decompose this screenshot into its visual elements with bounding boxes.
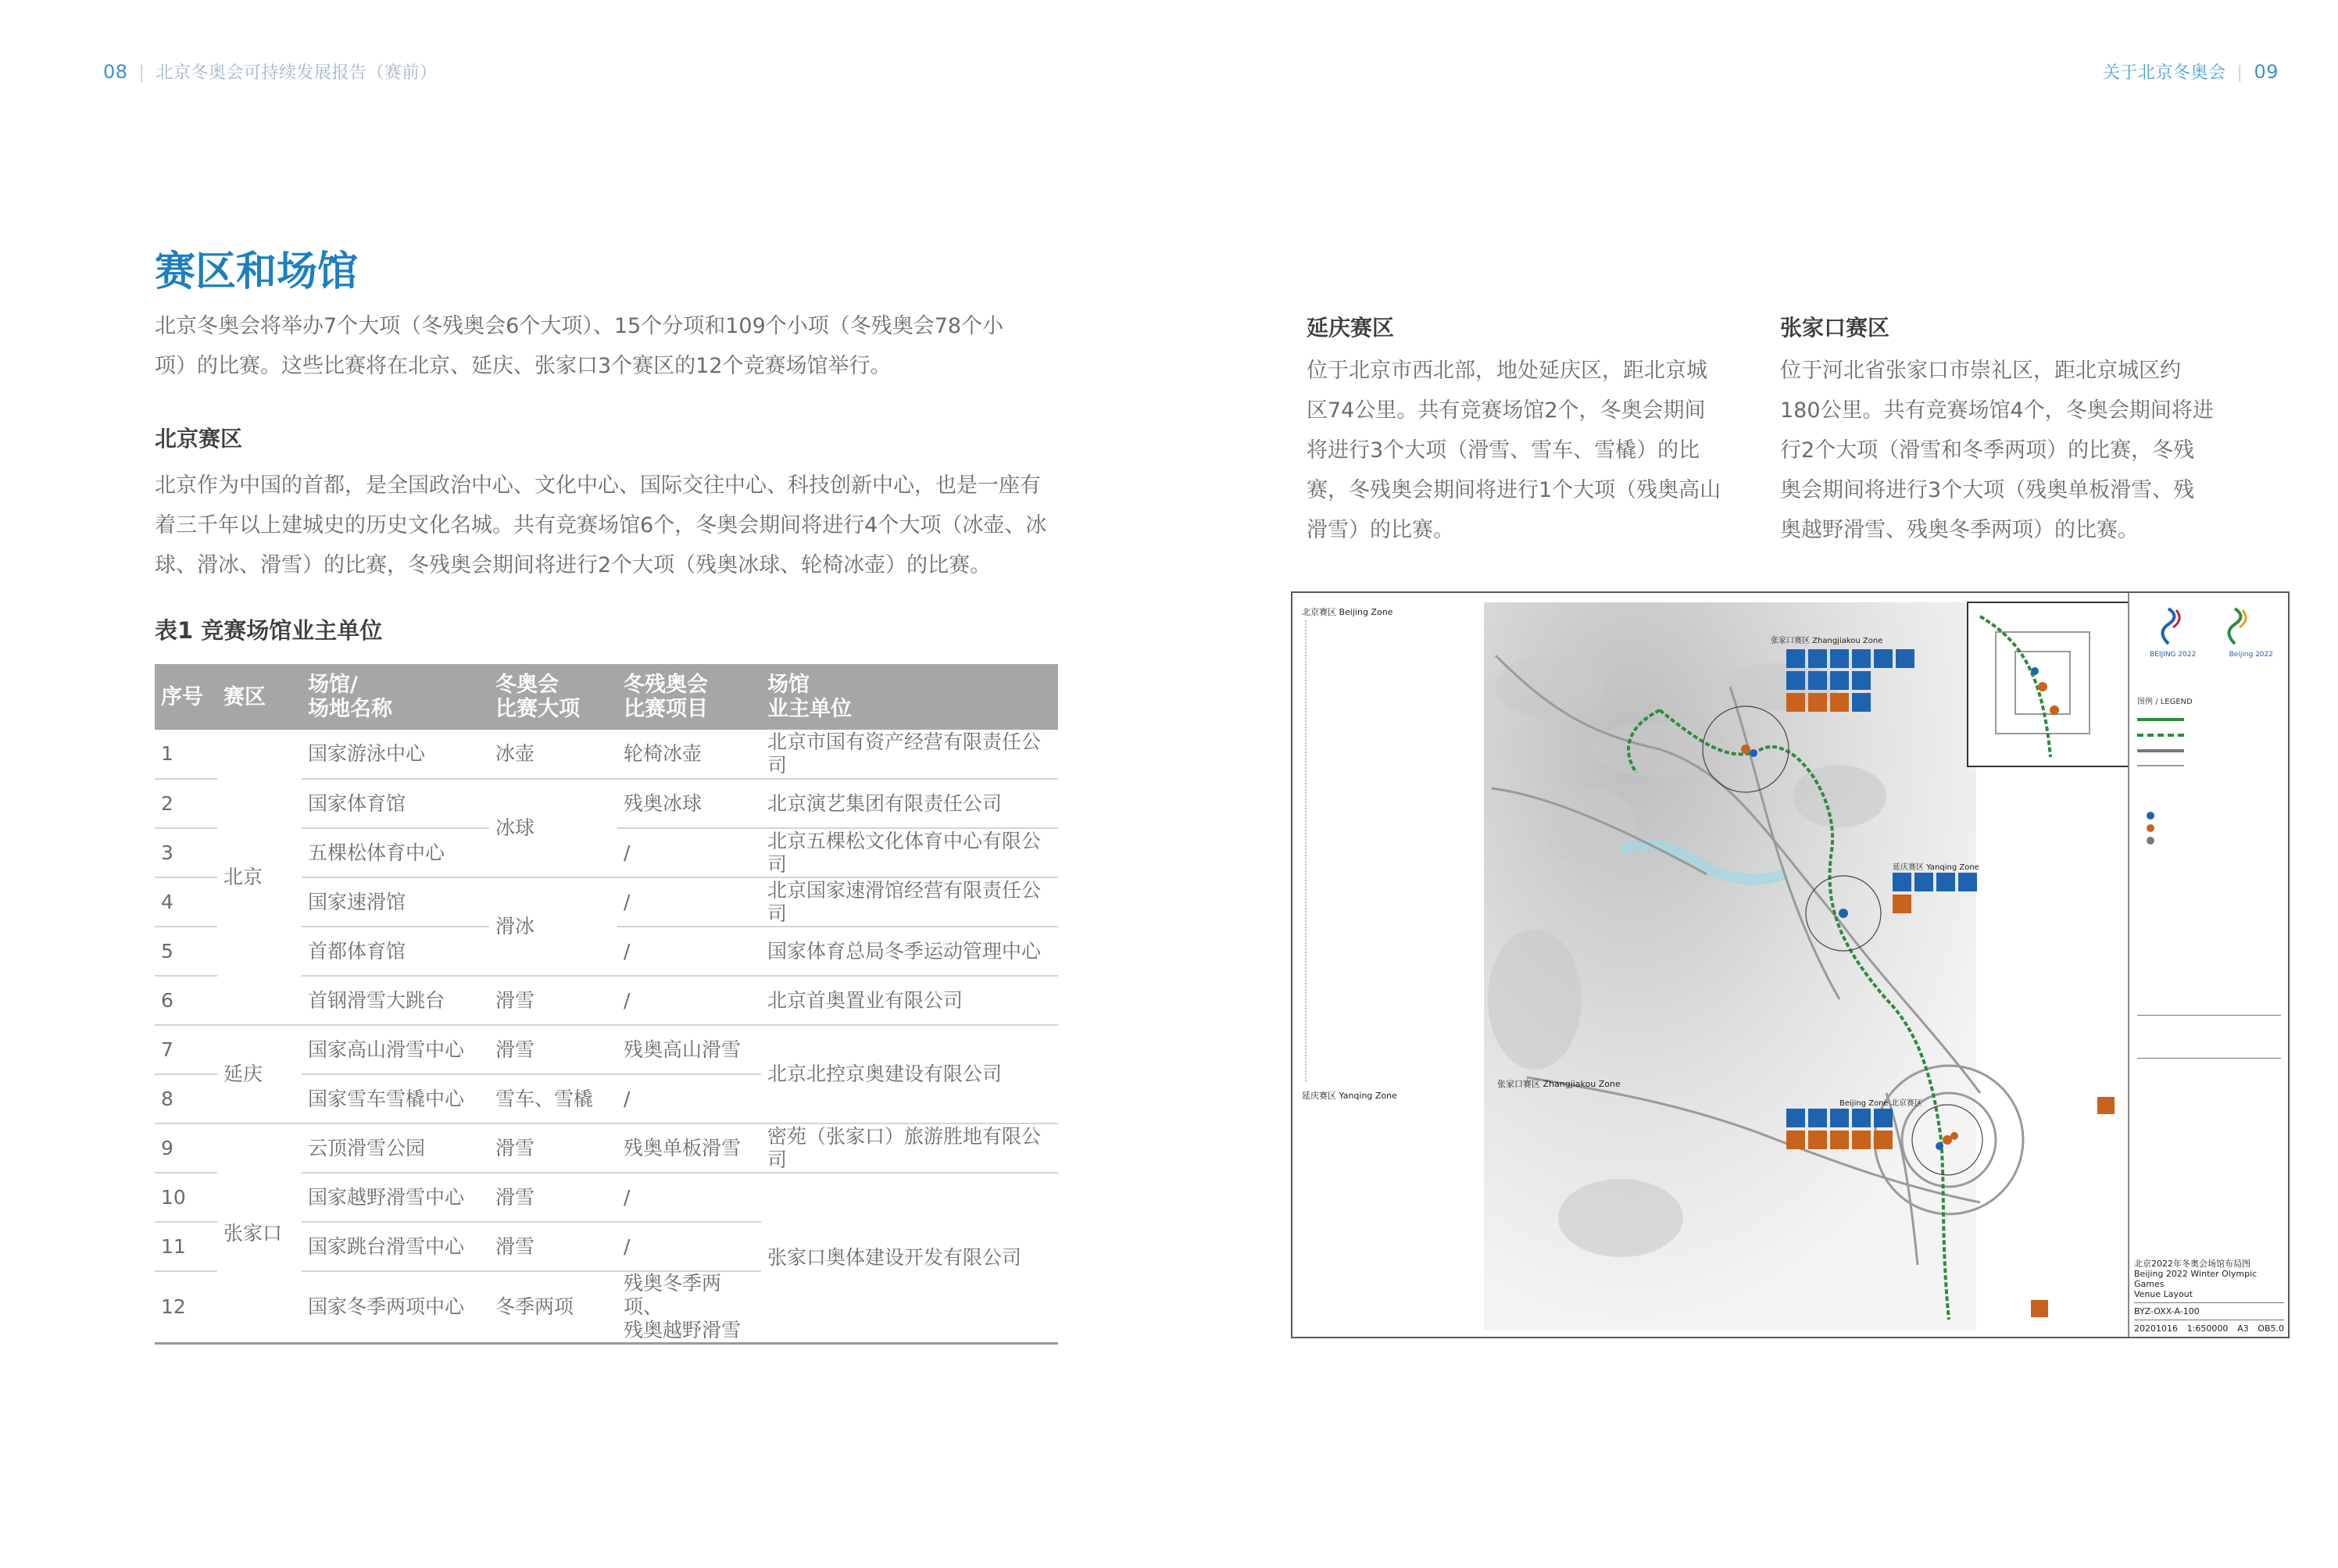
cell-owner: 北京市国有资产经营有限责任公司: [767, 730, 1042, 777]
right-running-title: 关于北京冬奥会: [2103, 63, 2226, 83]
cell-olympic: 滑雪: [495, 1136, 535, 1159]
cell-no: 3: [161, 841, 173, 864]
zhangjiakou-zone-heading: 张家口赛区: [1780, 315, 1890, 341]
cell-para-l1: 残奥冬季两项、: [624, 1272, 722, 1318]
cell-venue: 国家体育馆: [308, 791, 406, 815]
cell-venue: 五棵松体育中心: [308, 841, 445, 864]
cell-owner: 国家体育总局冬季运动管理中心: [767, 939, 1042, 963]
legend-olympic-venue-dot: [2147, 812, 2154, 820]
revision-table: [2137, 1015, 2281, 1059]
cell-olympic: 冬季两项: [495, 1295, 574, 1318]
left-page-number: 08: [103, 61, 128, 83]
zhangjiakou-line: 奥越野滑雪、残奥冬季两项）的比赛。: [1780, 518, 2139, 542]
cell-no: 12: [161, 1295, 186, 1318]
cell-venue: 首钢滑雪大跳台: [308, 988, 445, 1012]
cell-olympic: 滑雪: [495, 1185, 535, 1209]
col-header-venue: [302, 664, 489, 730]
legend-beijing-items: [1305, 620, 1489, 1081]
cell-para: /: [624, 1185, 631, 1209]
inset-map: [1968, 602, 2129, 766]
legend-rail-line: [2137, 718, 2184, 721]
cell-owner: 北京北控京奥建设有限公司: [767, 1063, 1003, 1085]
legend-road-minor: [2137, 765, 2184, 766]
left-page-header: [103, 59, 437, 84]
cell-no: 1: [161, 742, 173, 765]
beijing-zone-heading: 北京赛区: [155, 426, 243, 452]
col-header-olympic: [489, 664, 617, 730]
map-title-cn: 北京2022年冬奥会场馆布局图: [2134, 1259, 2250, 1269]
yanqing-line: 位于北京市西北部，地处延庆区，距北京城: [1307, 359, 1707, 383]
legend-label: 图例 / LEGEND: [2137, 698, 2193, 706]
cell-olympic: 滑雪: [495, 1038, 535, 1061]
cell-no: 6: [161, 988, 173, 1012]
cell-zone-zhangjiakou: 张家口: [223, 1221, 283, 1245]
drawing-size: A3: [2237, 1323, 2249, 1334]
right-page-header: [2103, 59, 2279, 84]
cell-para: /: [624, 939, 631, 963]
label-yanqing-zone: 延庆赛区 Yanqing Zone: [1893, 863, 1979, 872]
cell-para: /: [624, 890, 631, 913]
cell-venue: 首都体育馆: [308, 939, 406, 963]
venue-layout-map: [1291, 591, 2290, 1338]
table-row: [155, 1025, 1058, 1074]
cell-para: 残奥单板滑雪: [624, 1136, 742, 1159]
zhangjiakou-line: 180公里。共有竞赛场馆4个，冬奥会期间将进: [1780, 398, 2214, 423]
cell-zone-yanqing: 延庆: [223, 1063, 263, 1085]
label-beijing-zone: Beijing Zone 北京赛区: [1839, 1099, 1922, 1108]
right-page-number: 09: [2254, 61, 2279, 83]
cell-venue: 国家高山滑雪中心: [308, 1038, 465, 1061]
cell-olympic: 雪车、雪橇: [495, 1087, 594, 1110]
intro-paragraph: [155, 306, 1069, 386]
cell-para: 轮椅冰壶: [624, 742, 702, 765]
cell-no: 10: [161, 1185, 186, 1209]
cell-owner: 北京演艺集团有限责任公司: [767, 791, 1003, 815]
cell-owner: 北京首奥置业有限公司: [767, 988, 963, 1012]
label-zhangjiakou-zone: 张家口赛区 Zhangjiakou Zone: [1771, 637, 1883, 645]
cell-no: 8: [161, 1087, 173, 1110]
col-header-venue-l1: 场馆/: [308, 673, 358, 697]
cell-no: 2: [161, 791, 173, 815]
cell-para-l2: 残奥越野滑雪: [624, 1319, 742, 1341]
map-title-block: [2134, 1259, 2284, 1334]
legend-other-dot: [2147, 837, 2154, 845]
beijing-line: 北京作为中国的首都，是全国政治中心、文化中心、国际交往中心、科技创新中心，也是一座有: [155, 473, 1041, 498]
table-row: [155, 730, 1058, 779]
cell-olympic: 滑雪: [495, 1234, 535, 1258]
map-title-en-1: Beijing 2022 Winter Olympic Games: [2134, 1269, 2258, 1289]
cell-para: /: [624, 1087, 631, 1110]
beijing-2022-emblems-icon: [2145, 601, 2278, 648]
cell-no: 7: [161, 1038, 173, 1061]
cell-venue: 国家冬季两项中心: [308, 1295, 465, 1318]
table-title: 表1 竞赛场馆业主单位: [155, 617, 383, 644]
zhangjiakou-line: 行2个大项（滑雪和冬季两项）的比赛，冬残: [1780, 438, 2195, 463]
yanqing-line: 赛，冬残奥会期间将进行1个大项（残奥高山: [1307, 478, 1721, 502]
table-row: [155, 1123, 1058, 1173]
cell-para: /: [624, 841, 631, 864]
cell-venue: 国家跳台滑雪中心: [308, 1234, 465, 1258]
header-separator: |: [2236, 63, 2243, 83]
cell-zone-beijing: 北京: [223, 865, 263, 888]
header-separator: |: [138, 63, 145, 83]
zhangjiakou-zone-paragraph: [1780, 351, 2233, 550]
cell-no: 4: [161, 890, 173, 913]
col-header-no: 序号: [155, 664, 217, 730]
cell-owner: 北京五棵松文化体育中心有限公司: [767, 829, 1042, 876]
cell-venue: 国家游泳中心: [308, 742, 426, 765]
cell-venue: 云顶滑雪公园: [308, 1136, 426, 1159]
cell-owner: 张家口奥体建设开发有限公司: [767, 1246, 1022, 1269]
venue-owner-table: [155, 664, 1058, 1345]
col-header-zone: 赛区: [217, 664, 302, 730]
drawing-number: BYZ-OXX-A-100: [2134, 1306, 2200, 1316]
map-title-panel: [2128, 593, 2288, 1337]
col-header-owner-l1: 场馆: [767, 673, 810, 697]
table-header-row: [155, 664, 1058, 730]
cell-venue: 国家雪车雪橇中心: [308, 1087, 465, 1110]
left-running-title: 北京冬奥会可持续发展报告（赛前）: [156, 63, 438, 83]
cell-no: 11: [161, 1234, 186, 1258]
cell-venue: 国家速滑馆: [308, 890, 406, 913]
cell-olympic: 滑冰: [495, 915, 535, 938]
legend-zhangjiakou-heading: 张家口赛区 Zhangjiakou Zone: [1497, 1079, 1621, 1089]
yanqing-line: 滑雪）的比赛。: [1307, 518, 1454, 542]
yanqing-zone-paragraph: [1307, 351, 1744, 550]
beijing-line: 球、滑冰、滑雪）的比赛，冬残奥会期间将进行2个大项（残奥冰球、轮椅冰壶）的比赛。: [155, 553, 992, 577]
col-header-owner-l2: 业主单位: [767, 697, 852, 721]
drawing-rev: OB5.0: [2258, 1323, 2284, 1334]
col-header-para-l2: 比赛项目: [624, 697, 708, 721]
legend-rail-dashed: [2137, 734, 2184, 737]
cell-owner: 密苑（张家口）旅游胜地有限公司: [767, 1124, 1042, 1171]
cell-para: 残奥冰球: [624, 791, 702, 815]
cell-para: /: [624, 1234, 631, 1258]
legend-beijing-heading: 北京赛区 Beijing Zone: [1302, 607, 1393, 617]
yanqing-line: 区74公里。共有竞赛场馆2个，冬奥会期间: [1307, 398, 1706, 423]
cell-no: 9: [161, 1136, 173, 1159]
drawing-scale: 1:650000: [2186, 1323, 2229, 1334]
yanqing-zone-heading: 延庆赛区: [1307, 315, 1395, 341]
drawing-date: 20201016: [2134, 1323, 2178, 1334]
map-left-legend: [1302, 609, 1489, 1104]
zhangjiakou-line: 位于河北省张家口市崇礼区，距北京城区约: [1780, 359, 2181, 383]
logo-paralympic-text: Beijing 2022: [2229, 651, 2273, 659]
section-title: 赛区和场馆: [155, 248, 359, 295]
col-header-owner: [761, 664, 1058, 730]
cell-olympic: 冰壶: [495, 742, 535, 765]
cell-no: 5: [161, 939, 173, 963]
intro-line: 项）的比赛。这些比赛将在北京、延庆、张家口3个赛区的12个竞赛场馆举行。: [155, 354, 892, 378]
cell-venue: 国家越野滑雪中心: [308, 1185, 465, 1209]
logo-olympic-text: BEIJING 2022: [2150, 651, 2197, 659]
legend-yanqing-heading: 延庆赛区 Yanqing Zone: [1302, 1090, 1397, 1101]
cell-owner: 北京国家速滑馆经营有限责任公司: [767, 878, 1042, 925]
logos: [2145, 601, 2278, 671]
cell-olympic: 滑雪: [495, 988, 535, 1012]
beijing-line: 着三千年以上建城史的历史文化名城。共有竞赛场馆6个，冬奥会期间将进行4个大项（冰壶、冰: [155, 513, 1047, 538]
legend-road-line: [2137, 749, 2184, 752]
cell-para: 残奥高山滑雪: [624, 1038, 742, 1061]
col-header-olympic-l1: 冬奥会: [495, 673, 559, 697]
legend-non-competition-dot: [2147, 824, 2154, 832]
intro-line: 北京冬奥会将举办7个大项（冬残奥会6个大项）、15个分项和109个小项（冬残奥会78个小: [155, 314, 1004, 338]
col-header-venue-l2: 场地名称: [308, 697, 392, 721]
drawing-meta: [2134, 1323, 2284, 1334]
col-header-para-l1: 冬残奥会: [624, 673, 708, 697]
yanqing-line: 将进行3个大项（滑雪、雪车、雪橇）的比: [1307, 438, 1700, 463]
map-title-en-2: Venue Layout: [2134, 1289, 2193, 1299]
col-header-para: [617, 664, 761, 730]
cell-para: [617, 1271, 761, 1344]
cell-olympic: 冰球: [495, 816, 535, 839]
zhangjiakou-line: 奥会期间将进行3个大项（残奥单板滑雪、残: [1780, 478, 2195, 502]
cell-para: /: [624, 988, 631, 1012]
beijing-zone-paragraph: [155, 466, 1069, 585]
col-header-olympic-l2: 比赛大项: [495, 697, 580, 721]
